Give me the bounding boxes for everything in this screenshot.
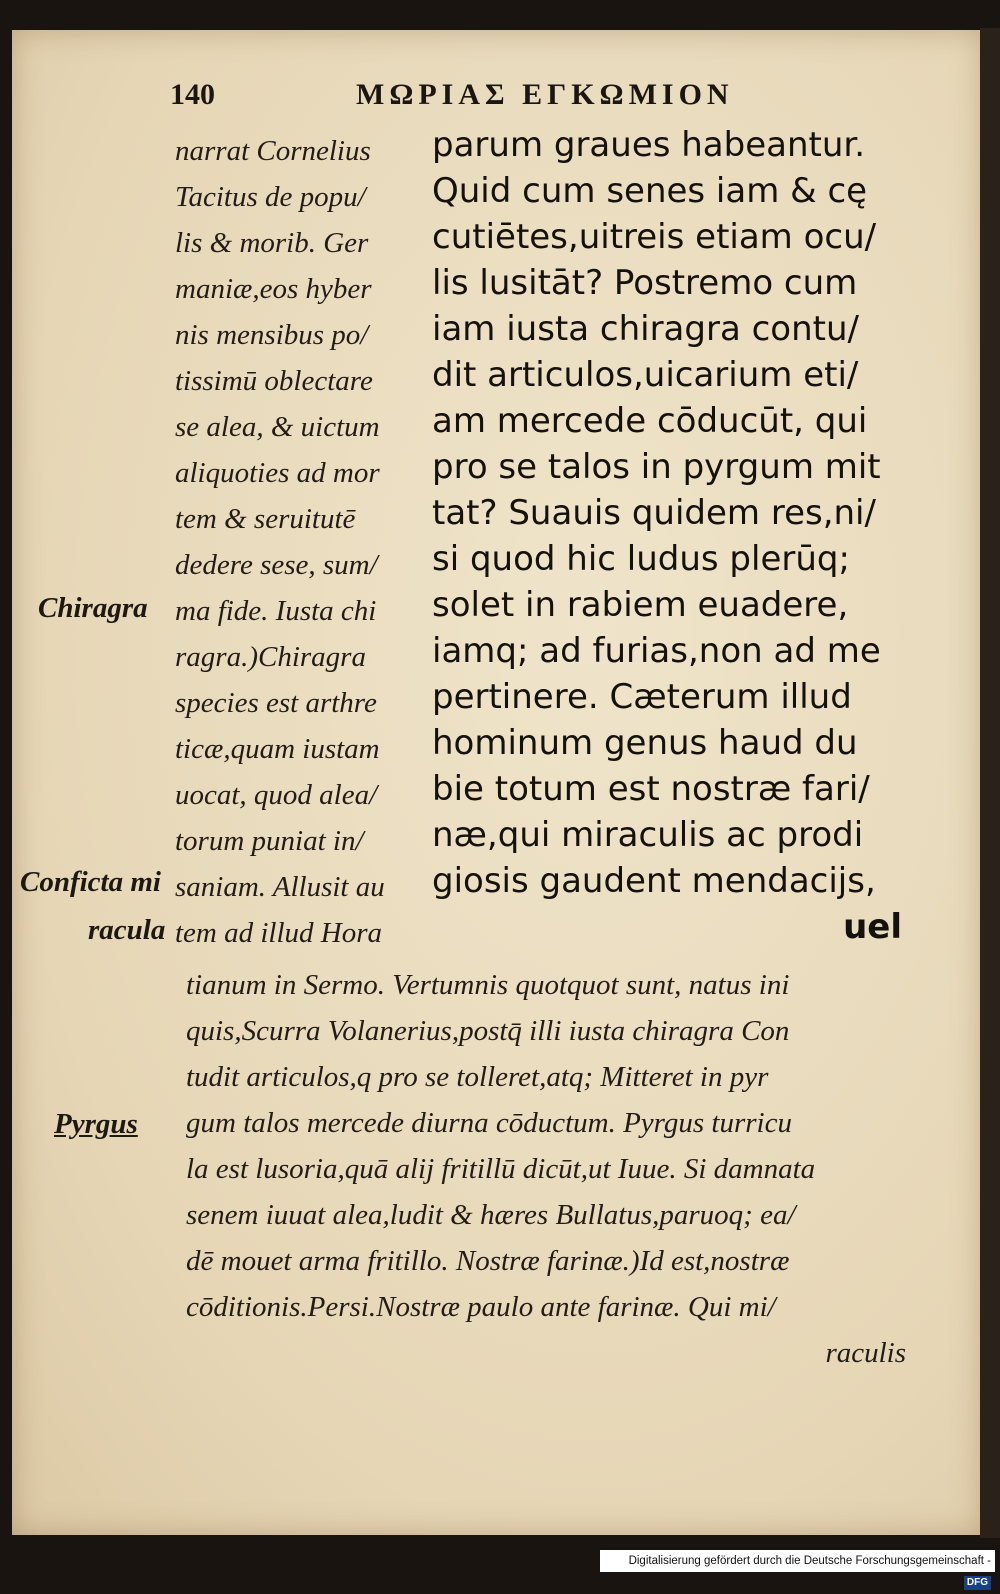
commentary-line: saniam. Allusit au <box>175 871 385 903</box>
running-head: ΜΩΡΙΑΣ ΕΓΚΩΜΙΟΝ <box>356 78 734 111</box>
commentary-line: dedere sese, sum/ <box>175 549 378 581</box>
commentary-line: uocat, quod alea/ <box>175 779 378 811</box>
commentary-line: tem & seruitutē <box>175 503 356 535</box>
commentary-line: tudit articulos,q pro se tolleret,atq; Mitteret in pyr <box>186 1061 769 1093</box>
main-text-line: iamq; ad furias,non ad me <box>432 631 881 671</box>
commentary-continuation <box>186 962 906 1376</box>
commentary-line: tianum in Sermo. Vertumnis quotquot sunt, natus ini <box>186 969 790 1001</box>
main-text-line: hominum genus haud du <box>432 723 858 763</box>
commentary-line: la est lusoria,quā alij fritillū dicūt,ut Iuue. Si damnata <box>186 1153 816 1185</box>
dfg-logo: DFG <box>964 1576 991 1590</box>
commentary-line: species est arthre <box>175 687 377 719</box>
commentary-line: senem iuuat alea,ludit & hæres Bullatus,paruoq; ea/ <box>186 1199 796 1231</box>
commentary-line: Tacitus de popu/ <box>175 181 366 213</box>
commentary-line: cōditionis.Persi.Nostræ paulo ante farinæ. Qui mi/ <box>186 1291 776 1323</box>
main-text-line: am mercede cōducūt, qui <box>432 401 868 441</box>
catchword: uel <box>843 907 902 947</box>
main-text-line: bie totum est nostræ fari/ <box>432 769 870 809</box>
main-text-line: dit articulos,uicarium eti/ <box>432 355 859 395</box>
main-text-column <box>432 122 902 950</box>
commentary-line: lis & morib. Ger <box>175 227 369 259</box>
main-text-line: giosis gaudent mendacijs, <box>432 861 876 901</box>
page-header <box>170 78 890 118</box>
commentary-line: narrat Cornelius <box>175 135 371 167</box>
main-text-line: næ,qui miraculis ac prodi <box>432 815 864 855</box>
commentary-line: ma fide. Iusta chi <box>175 595 377 627</box>
main-text-line: lis lusitāt? Postremo cum <box>432 263 858 303</box>
commentary-line: ragra.)Chiragra <box>175 641 366 673</box>
digitization-credit <box>600 1550 995 1588</box>
margin-note-chiragra: Chiragra <box>38 592 148 624</box>
credit-text: Digitalisierung gefördert durch die Deutsche Forschungsgemeinschaft - <box>628 1555 991 1567</box>
main-text-line: iam iusta chiragra contu/ <box>432 309 859 349</box>
commentary-line: dē mouet arma fritillo. Nostræ farinæ.)Id est,nostræ <box>186 1245 790 1277</box>
commentary-line: tissimū oblectare <box>175 365 373 397</box>
page-edge <box>980 28 1000 1538</box>
commentary-line: quis,Scurra Volanerius,postq̄ illi iusta chiragra Con <box>186 1015 790 1047</box>
main-text-line: parum graues habeantur. <box>432 125 866 165</box>
main-text-line: cutiētes,uitreis etiam ocu/ <box>432 217 877 257</box>
main-text-line: si quod hic ludus plerūq; <box>432 539 850 579</box>
margin-note-conficta-cont: racula <box>88 914 166 946</box>
commentary-line: aliquoties ad mor <box>175 457 380 489</box>
main-text-line: pro se talos in pyrgum mit <box>432 447 881 487</box>
main-text-line: solet in rabiem euadere, <box>432 585 849 625</box>
page-number: 140 <box>170 78 215 111</box>
commentary-line: gum talos mercede diurna cōductum. Pyrgus turricu <box>186 1107 792 1139</box>
commentary-line: maniæ,eos hyber <box>175 273 372 305</box>
main-text-line: Quid cum senes iam & cę <box>432 171 868 211</box>
commentary-column <box>175 128 425 956</box>
main-text-line: pertinere. Cæterum illud <box>432 677 852 717</box>
main-text-line: tat? Suauis quidem res,ni/ <box>432 493 876 533</box>
commentary-line: se alea, & uictum <box>175 411 380 443</box>
commentary-line: ticæ,quam iustam <box>175 733 380 765</box>
margin-note-conficta: Conficta mi <box>20 866 161 898</box>
commentary-line: tem ad illud Hora <box>175 917 383 949</box>
commentary-line: torum puniat in/ <box>175 825 364 857</box>
catchword: raculis <box>825 1337 906 1369</box>
commentary-line: nis mensibus po/ <box>175 319 369 351</box>
margin-note-pyrgus: Pyrgus <box>54 1108 138 1140</box>
